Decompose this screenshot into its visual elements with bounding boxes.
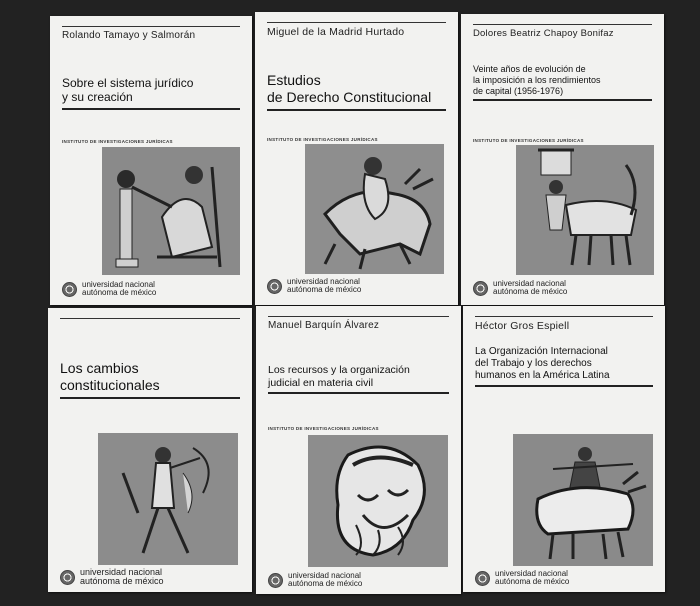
unam-seal-icon xyxy=(60,570,75,585)
book-author xyxy=(60,318,240,332)
book-author: Miguel de la Madrid Hurtado xyxy=(267,22,446,38)
university-label: universidad nacional autónoma de méxico xyxy=(473,280,652,297)
book-title xyxy=(62,76,240,110)
title-line: Estudios xyxy=(267,72,321,88)
title-line: de capital (1956-1976) xyxy=(473,85,564,96)
cover-artwork-bearded-head xyxy=(308,435,448,567)
book-cover-4 xyxy=(48,308,252,592)
university-label: universidad nacional autónoma de méxico xyxy=(267,278,446,295)
institute-label: INSTITUTO DE INVESTIGACIONES JURÍDICAS xyxy=(267,137,378,142)
university-label: universidad nacional autónoma de méxico xyxy=(268,572,449,589)
book-cover-1 xyxy=(50,16,252,305)
title-line: la imposición a los rendimientos xyxy=(473,74,601,85)
book-cover-3 xyxy=(461,14,664,305)
book-cover-6 xyxy=(463,306,665,592)
title-line: de Derecho Constitucional xyxy=(267,88,432,105)
title-line: del Trabajo y los derechos xyxy=(475,358,592,369)
title-line: Sobre el sistema jurídico xyxy=(62,76,194,90)
book-author: Rolando Tamayo y Salmorán xyxy=(62,26,240,41)
title-line: Veinte años de evolución de xyxy=(473,64,586,74)
title-line: Los cambios xyxy=(60,360,139,376)
unam-seal-icon xyxy=(267,279,282,294)
unam-seal-icon xyxy=(268,573,283,588)
book-cover-2 xyxy=(255,12,458,305)
book-title xyxy=(475,346,653,387)
unam-seal-icon xyxy=(475,571,490,586)
book-author: Manuel Barquín Álvarez xyxy=(268,316,449,331)
cover-artwork-figure-riding-bull xyxy=(305,144,444,274)
book-title xyxy=(267,72,446,111)
book-title xyxy=(60,360,240,399)
cover-artwork-figure-with-bull xyxy=(513,434,653,566)
book-author: Dolores Beatriz Chapoy Bonifaz xyxy=(473,24,652,39)
university-label: universidad nacional autónoma de méxico xyxy=(60,568,240,587)
institute-label: INSTITUTO DE INVESTIGACIONES JURÍDICAS xyxy=(268,426,379,431)
cover-artwork-seated-philosopher xyxy=(102,147,240,275)
unam-seal-icon xyxy=(473,281,488,296)
institute-label: INSTITUTO DE INVESTIGACIONES JURÍDICAS xyxy=(62,139,173,144)
title-line: La Organización Internacional xyxy=(475,346,608,357)
institute-label: INSTITUTO DE INVESTIGACIONES JURÍDICAS xyxy=(473,138,584,143)
university-label: universidad nacional autónoma de méxico xyxy=(475,570,653,587)
university-label: universidad nacional autónoma de méxico xyxy=(62,281,240,298)
cover-artwork-chariot xyxy=(516,145,654,275)
title-line: Los recursos y la organización xyxy=(268,364,410,376)
title-line: y su creación xyxy=(62,90,133,105)
unam-seal-icon xyxy=(62,282,77,297)
book-title xyxy=(268,364,449,394)
title-line: constitucionales xyxy=(60,376,160,393)
book-title xyxy=(473,64,652,101)
cover-artwork-archer xyxy=(98,433,238,565)
title-line: judicial en materia civil xyxy=(268,376,374,389)
title-line: humanos en la América Latina xyxy=(475,370,610,381)
book-author: Héctor Gros Espiell xyxy=(475,316,653,332)
book-cover-5 xyxy=(256,306,461,594)
